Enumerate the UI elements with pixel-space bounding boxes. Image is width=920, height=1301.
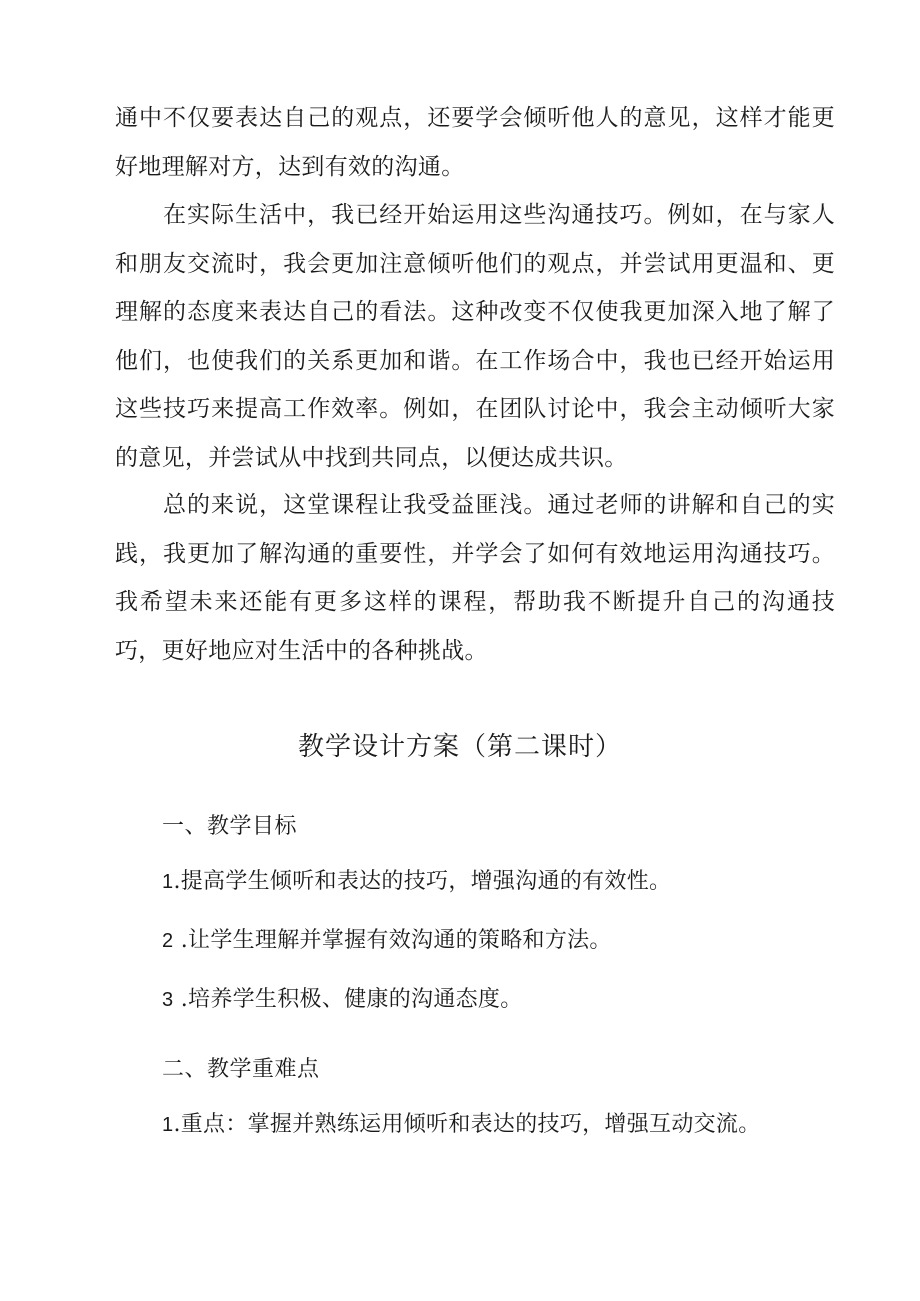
paragraph-continuation: 通中不仅要表达自己的观点，还要学会倾听他人的意见，这样才能更好地理解对方，达到有效的沟通。 [115,105,835,180]
list-item-number: 1 [162,1114,174,1136]
document-title: 教学设计方案（第二课时） [297,732,622,762]
list-item-number: 3 [162,989,174,1011]
paragraph-summary: 总的来说，这堂课程让我受益匪浅。通过老师的讲解和自己的实践，我更加了解沟通的重要性，并学会了如何有效地运用沟通技巧。我希望未来还能有更多这样的课程，帮助我不断提升自己的沟通技巧，更好地应对生活中的各种挑战。 [115,492,835,664]
list-item-text: .提高学生倾听和表达的技巧，增强沟通的有效性。 [173,869,672,894]
list-item [162,865,671,899]
list-item-text: .重点：掌握并熟练运用倾听和表达的技巧，增强互动交流。 [173,1112,761,1137]
list-item-text: .让学生理解并掌握有效沟通的策略和方法。 [173,928,612,953]
list-item-number: 2 [162,930,174,952]
list-item [162,983,523,1017]
list-item-number: 1 [162,871,174,893]
section-heading-goals: 一、教学目标 [162,814,298,839]
list-item-text: .培养学生积极、健康的沟通态度。 [173,987,523,1012]
list-item [162,1108,761,1142]
paragraph-practice: 在实际生活中，我已经开始运用这些沟通技巧。例如，在与家人和朋友交流时，我会更加注意倾听他们的观点，并尝试用更温和、更理解的态度来表达自己的看法。这种改变不仅使我更加深入地了解了他们，也使我们的关系更加和谐。在工作场合中，我也已经开始运用这些技巧来提高工作效率。例如，在团队讨论中，我会主动倾听大家的意见，并尝试从中找到共同点，以便达成共识。 [115,202,835,471]
list-item [162,924,612,958]
section-heading-key-points: 二、教学重难点 [162,1057,320,1082]
